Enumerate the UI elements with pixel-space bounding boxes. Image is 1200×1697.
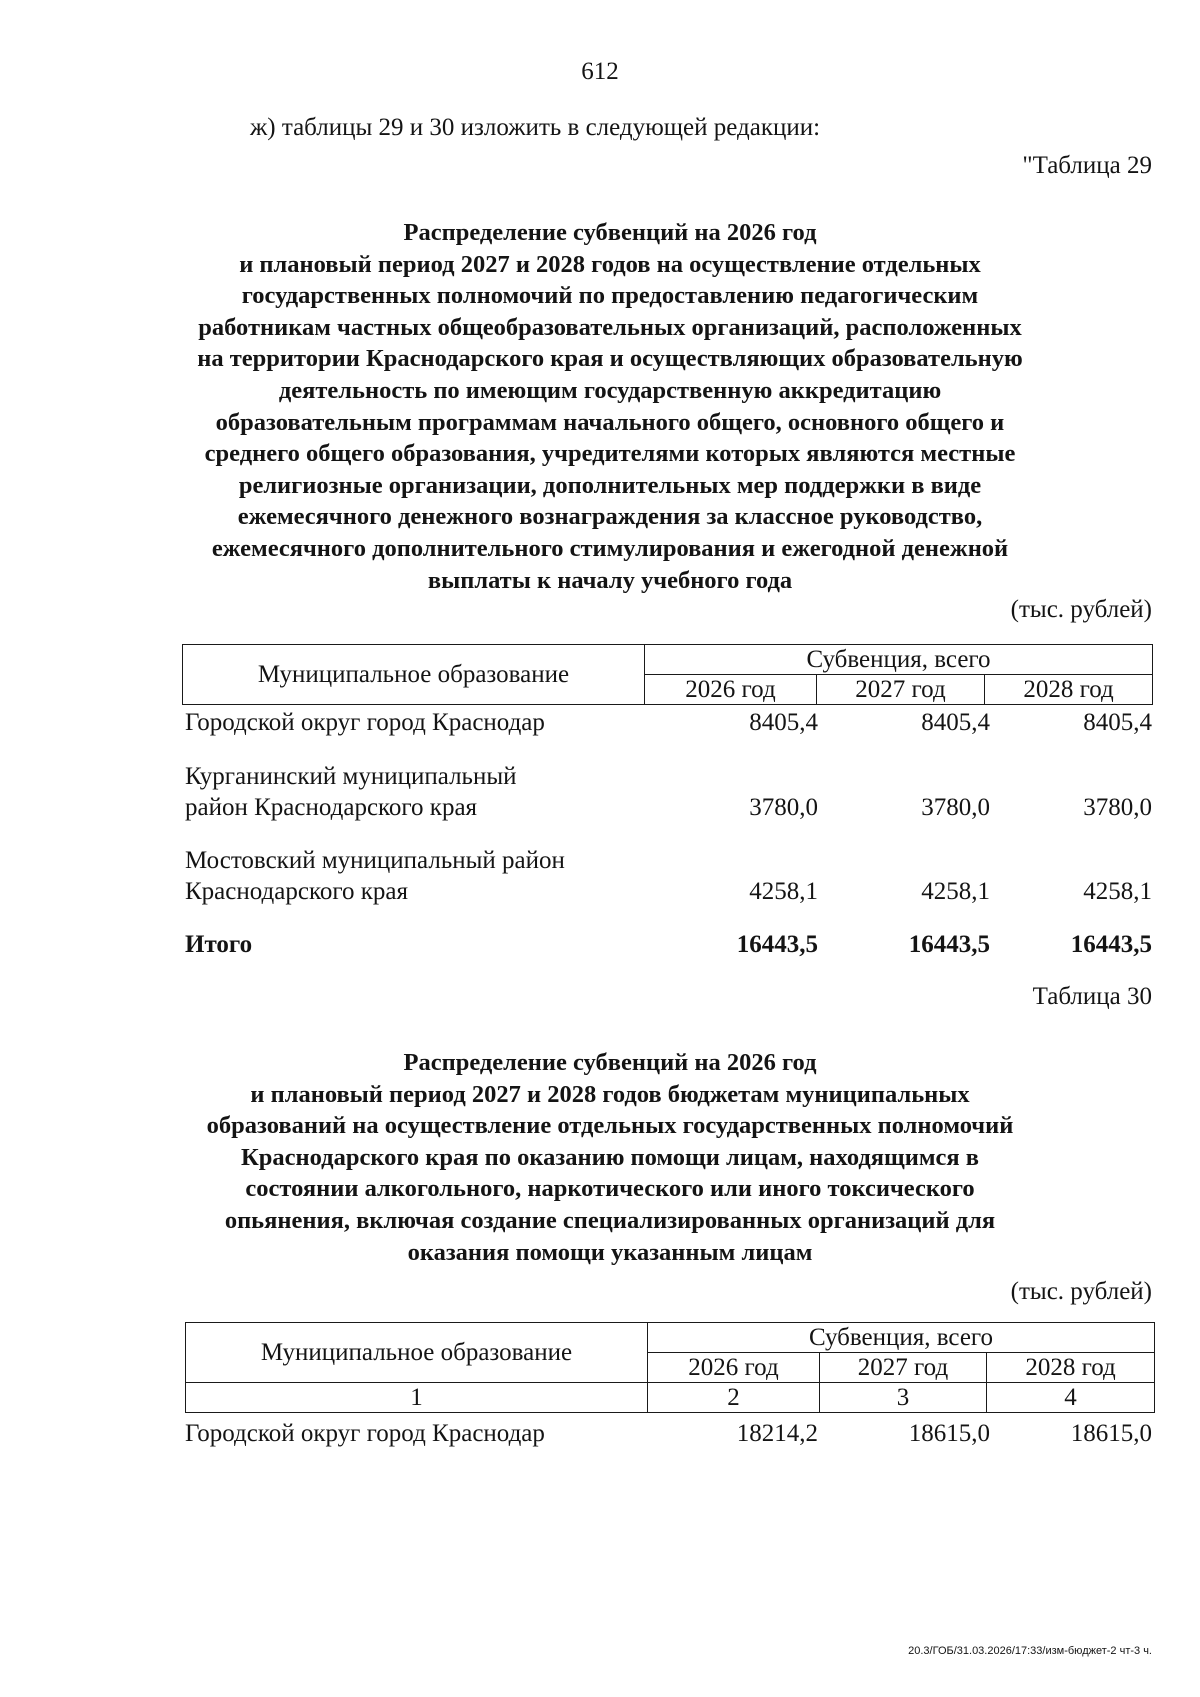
value-2027: 18615,0 xyxy=(908,1420,990,1447)
table30-label: Таблица 30 xyxy=(1032,983,1152,1010)
title-line: оказания помощи указанным лицам xyxy=(407,1238,813,1266)
total-2028: 16443,5 xyxy=(1070,931,1152,958)
title-line: государственных полномочий по предоставлению педагогическим xyxy=(241,282,979,310)
header-year-2028: 2028 год xyxy=(987,1353,1155,1383)
total-label: Итого xyxy=(185,931,253,958)
title-line: Распределение субвенций на 2026 год xyxy=(403,1049,817,1076)
value-2026: 4258,1 xyxy=(749,878,818,905)
table29-title xyxy=(180,217,1040,596)
value-2026: 18214,2 xyxy=(736,1420,818,1447)
value-2026: 8405,4 xyxy=(749,709,818,736)
value-2026: 3780,0 xyxy=(749,794,818,821)
value-2027: 8405,4 xyxy=(921,709,990,736)
row-name: Курганинский муниципальный район Краснодарского края xyxy=(185,763,517,821)
title-line: и плановый период 2027 и 2028 годов бюджетам муниципальных xyxy=(250,1080,970,1108)
title-line: деятельность по имеющим государственную аккредитацию xyxy=(278,376,942,404)
total-2026: 16443,5 xyxy=(736,931,818,958)
header-subvention-total: Субвенция, всего xyxy=(645,645,1153,675)
total-2027: 16443,5 xyxy=(908,931,990,958)
title-line: ежемесячного дополнительного стимулирования и ежегодной денежной xyxy=(211,534,1009,562)
row-name: Городской округ город Краснодар xyxy=(185,1420,545,1447)
footer-code: 20.3/ГОБ/31.03.2026/17:33/изм-бюджет-2 чт-3 ч. xyxy=(908,1645,1152,1657)
header-year-2027: 2027 год xyxy=(817,675,985,705)
table29-header xyxy=(182,644,1153,705)
column-number-2: 2 xyxy=(648,1383,820,1413)
title-line: работникам частных общеобразовательных организаций, расположенных xyxy=(198,313,1022,341)
column-number-4: 4 xyxy=(987,1383,1155,1413)
row-name: Мостовский муниципальный район Краснодарского края xyxy=(185,847,565,905)
title-line: выплаты к началу учебного года xyxy=(427,566,793,594)
title-line: образовательным программам начального общего, основного общего и xyxy=(215,408,1005,436)
table30-units: (тыс. рублей) xyxy=(1010,1278,1152,1305)
intro-text: ж) таблицы 29 и 30 изложить в следующей редакции: xyxy=(250,114,821,141)
table30-title xyxy=(180,1047,1040,1268)
title-line: Краснодарского края по оказанию помощи лицам, находящимся в xyxy=(241,1143,979,1171)
table29-units: (тыс. рублей) xyxy=(1010,596,1152,623)
header-year-2026: 2026 год xyxy=(648,1353,820,1383)
value-2028: 8405,4 xyxy=(1083,709,1152,736)
title-line: опьянения, включая создание специализированных организаций для xyxy=(224,1206,996,1234)
value-2028: 3780,0 xyxy=(1083,794,1152,821)
row-name: Городской округ город Краснодар xyxy=(185,709,545,736)
title-line: образований на осуществление отдельных государственных полномочий xyxy=(206,1112,1014,1140)
title-line: состоянии алкогольного, наркотического или иного токсического xyxy=(245,1175,975,1203)
title-line: Распределение субвенций на 2026 год xyxy=(403,219,817,246)
value-2028: 4258,1 xyxy=(1083,878,1152,905)
value-2027: 4258,1 xyxy=(921,878,990,905)
title-line: и плановый период 2027 и 2028 годов на осуществление отдельных xyxy=(239,250,981,278)
header-year-2028: 2028 год xyxy=(985,675,1153,705)
table30-header xyxy=(185,1322,1155,1413)
header-subvention-total: Субвенция, всего xyxy=(648,1323,1155,1353)
page-number: 612 xyxy=(581,58,619,85)
value-2027: 3780,0 xyxy=(921,794,990,821)
header-year-2026: 2026 год xyxy=(645,675,817,705)
table29-label: "Таблица 29 xyxy=(1022,152,1152,179)
header-municipality: Муниципальное образование xyxy=(186,1323,648,1383)
column-number-1: 1 xyxy=(186,1383,648,1413)
value-2028: 18615,0 xyxy=(1070,1420,1152,1447)
header-municipality: Муниципальное образование xyxy=(183,645,645,705)
title-line: на территории Краснодарского края и осуществляющих образовательную xyxy=(197,345,1023,373)
header-year-2027: 2027 год xyxy=(820,1353,987,1383)
title-line: религиозные организации, дополнительных мер поддержки в виде xyxy=(238,471,982,499)
title-line: среднего общего образования, учредителями которых являются местные xyxy=(204,440,1016,468)
title-line: ежемесячного денежного вознаграждения за классное руководство, xyxy=(237,503,983,531)
column-number-3: 3 xyxy=(820,1383,987,1413)
